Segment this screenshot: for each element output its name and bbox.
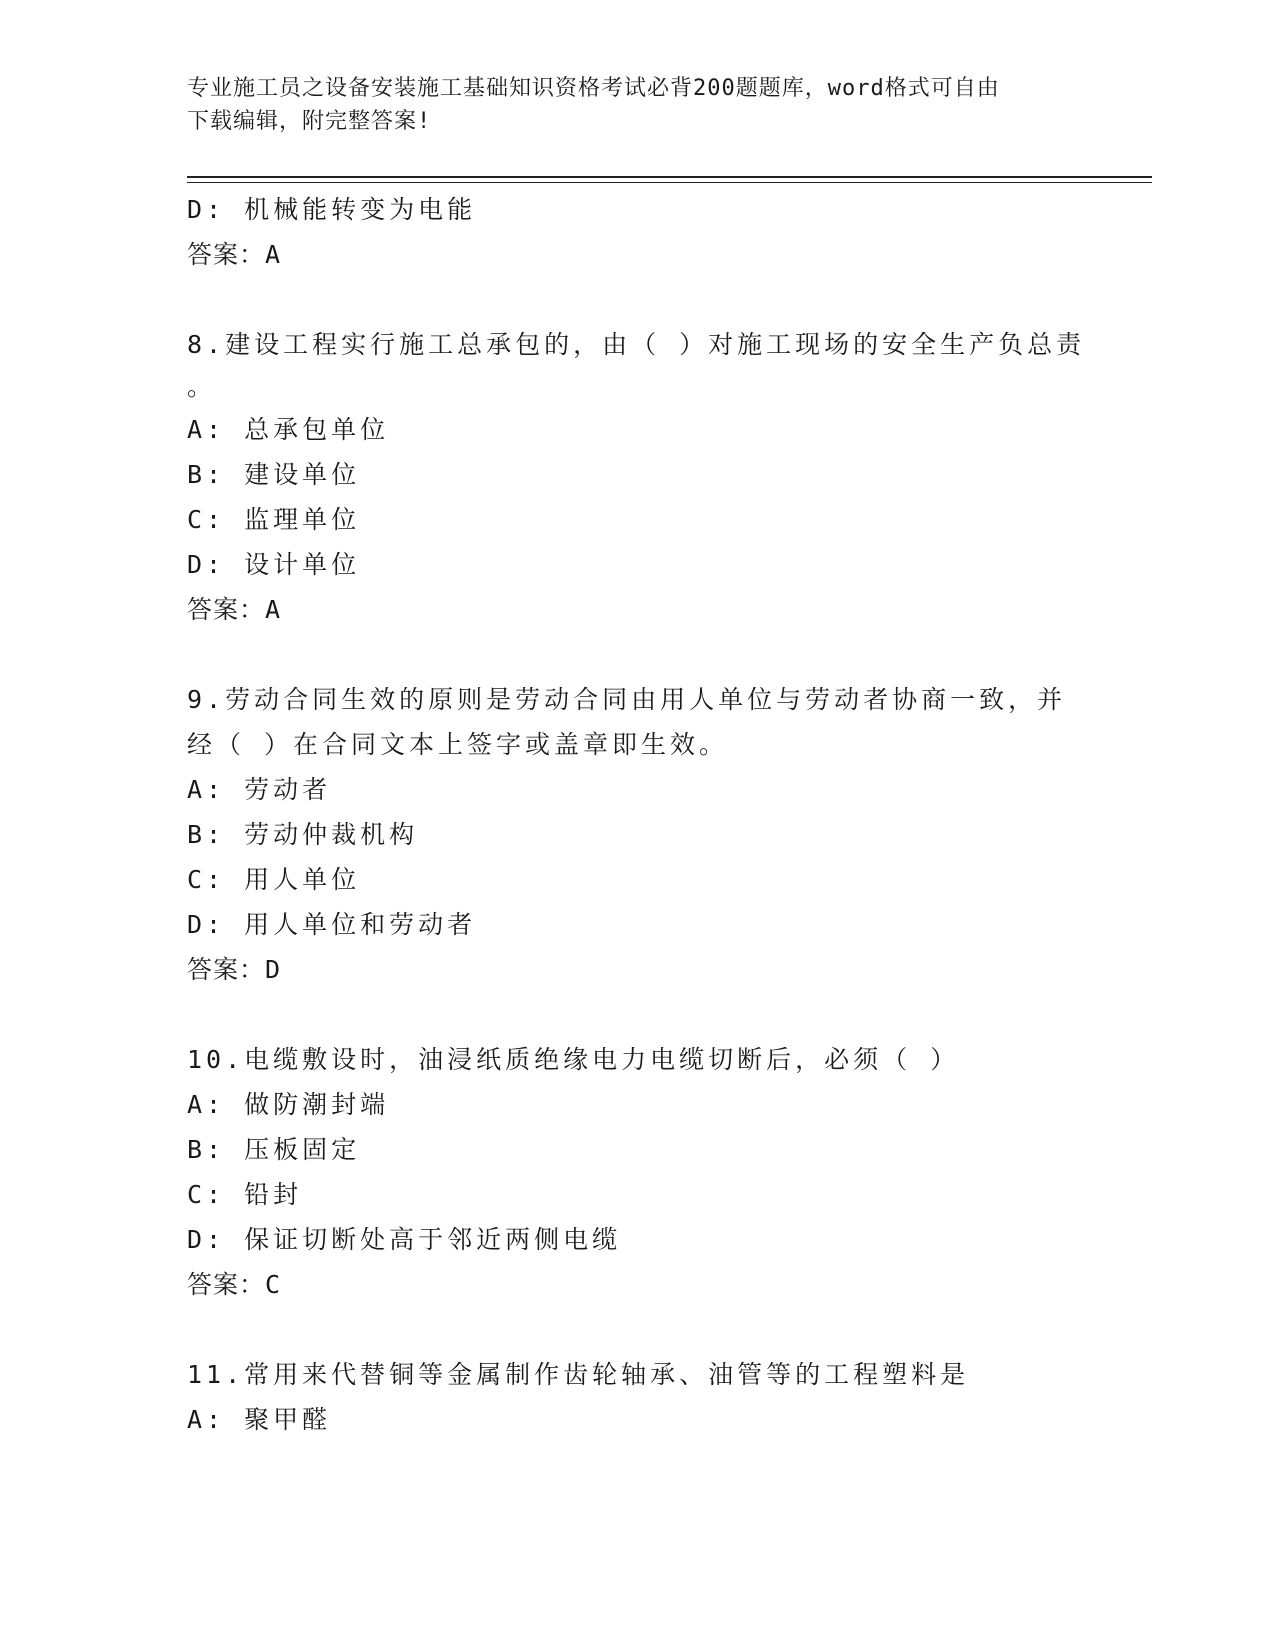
question-8-option-b: B: 建设单位 [187,460,361,489]
question-9-option-b: B: 劳动仲裁机构 [187,820,419,849]
spacer [187,992,1087,1037]
question-9-answer-label: 答案： [187,955,266,984]
question-8-stem-line-2: 。 [187,372,213,401]
question-8 [187,322,1087,632]
question-9-option-c: C: 用人单位 [187,865,361,894]
spacer [187,1307,1087,1352]
question-9 [187,677,1087,992]
question-8-option-a: A: 总承包单位 [187,415,390,444]
question-9-stem-line-2: 经（ ）在合同文本上签字或盖章即生效。 [187,730,729,759]
document-header [187,72,1067,138]
question-11 [187,1352,1087,1442]
header-divider-thin [187,182,1152,183]
document-body [187,187,1087,1442]
question-11-option-a: A: 聚甲醛 [187,1405,332,1434]
question-10-option-c: C: 铅封 [187,1180,303,1209]
question-11-stem-line-1: 11.常用来代替铜等金属制作齿轮轴承、油管等的工程塑料是 [187,1360,970,1389]
question-10-stem-line-1: 10.电缆敷设时，油浸纸质绝缘电力电缆切断后，必须（ ） [187,1045,960,1074]
question-9-stem-line-1: 9.劳动合同生效的原则是劳动合同由用人单位与劳动者协商一致，并 [187,685,1067,714]
question-10-option-b: B: 压板固定 [187,1135,361,1164]
question-9-option-a: A: 劳动者 [187,775,332,804]
header-title-line-1: 专业施工员之设备安装施工基础知识资格考试必背200题题库，word格式可自由 [187,76,1000,101]
question-10-answer-label: 答案： [187,1270,266,1299]
question-9-answer-value: D [265,955,282,984]
header-title-line-2: 下载编辑，附完整答案! [187,109,432,134]
question-9-option-d: D: 用人单位和劳动者 [187,910,477,939]
question-10-answer-value: C [265,1270,282,1299]
header-divider-thick [187,176,1152,178]
question-8-option-d: D: 设计单位 [187,550,361,579]
question-10-option-a: A: 做防潮封端 [187,1090,390,1119]
prev-answer-label: 答案： [187,240,266,269]
prev-answer-value: A [265,240,282,269]
prev-answer [187,232,1087,277]
question-10-answer [187,1262,1087,1307]
question-10-option-d: D: 保证切断处高于邻近两侧电缆 [187,1225,622,1254]
prev-option-d: D: 机械能转变为电能 [187,195,477,224]
question-8-answer [187,587,1087,632]
question-8-stem-line-1: 8.建设工程实行施工总承包的，由（ ）对施工现场的安全生产负总责 [187,330,1086,359]
question-8-answer-label: 答案： [187,595,266,624]
question-10 [187,1037,1087,1307]
question-8-answer-value: A [265,595,282,624]
spacer [187,632,1087,677]
spacer [187,277,1087,322]
question-9-answer [187,947,1087,992]
question-8-option-c: C: 监理单位 [187,505,361,534]
